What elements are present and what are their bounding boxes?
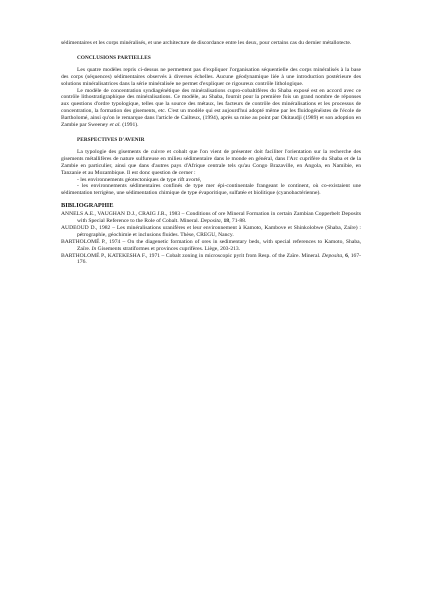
ref-1-journal: Deposita bbox=[200, 218, 221, 225]
perspectives-paragraph: La typologie des gisements de cuivre et cobalt que l'on vient de présenter doit faciliter l'orientation sur la recherche des gisements métallifères de nature sulfureuse en milieu sédimentaire dans le monde en général, dans l'Arc cuprifère du Shaba et de la Zambie en particulier, ainsi que dans d'autres pays d'Afrique centrale tels qu'au Congo Brazaville, en Angola, en Namibie, en Tanzanie et au Mozambique. Il est donc question de cerner : bbox=[61, 148, 361, 176]
conclusions-paragraph-2 bbox=[61, 88, 361, 129]
ref-3-in: In bbox=[91, 245, 97, 252]
bibliography-heading: BIBLIOGRAPHIE bbox=[61, 202, 114, 210]
ref-4-volume: 6 bbox=[345, 252, 348, 259]
conclusions-p2-etal: et al. bbox=[109, 122, 121, 129]
bibliography-ref-1 bbox=[61, 211, 361, 225]
conclusions-heading: CONCLUSIONS PARTIELLES bbox=[77, 54, 151, 61]
ref-3-source: Gisements stratiformes et provinces cuprifères. Liège, 203-213. bbox=[96, 245, 241, 252]
conclusions-p2-end: (1991). bbox=[120, 122, 139, 129]
perspectives-item-1: - les environnements géotectoniques de type rift avorté, bbox=[77, 176, 202, 183]
ref-1-sep: , bbox=[220, 218, 224, 225]
ref-4-text: BARTHOLOMÉ P., KATEKESHA F., 1971 – Cobalt zoning in microscopic pyrit from Resp. of the Zaïre. Mineral. bbox=[61, 252, 322, 259]
ref-4-pages: , 167-176. bbox=[77, 252, 362, 266]
conclusions-p2-text: Le modèle de concentration syndiagénétique des minéralisations cupro-cobaltifères du Shaba exposé est en accord avec ce contrôle lithostratigraphique des minéralisations. Ce modèle, au Shaba, fournit pour la première fois un grand nombre de réponses aux questions d'ordre typologique, telles que la source des métaux, les facteurs de contrôle des minéralisations et les processus de concentration, la formation des gisements, etc. C'est un modèle qui est aujourd'hui adopté même par les fluidogénéistes de l'école de Bartholomé, ainsi qu'on le remarque dans l'article de Cailteux, (1994), après sa mise au point par Okitaudji (1989) et son adoption en Zambie par Sweeney bbox=[61, 87, 361, 129]
ref-1-volume: 18 bbox=[223, 218, 230, 225]
bibliography-ref-3 bbox=[61, 239, 361, 253]
conclusions-paragraph-1: Les quatre modèles repris ci-dessus ne permettent pas d'expliquer l'organisation séquentielle des corps minéralisés à la base des corps (séquences) sédimentaires observés à diverses échelles. Aucune géodynamique liée à une introduction postérieure des solutions minéralisatrices dans la série minéralisée ne permet d'expliquer ce rigoureux contrôle lithologique. bbox=[61, 66, 361, 87]
document-page bbox=[61, 40, 361, 266]
bibliography-ref-2 bbox=[61, 225, 361, 239]
ref-1-pages: , 71-88. bbox=[229, 218, 247, 225]
perspectives-item-2: - les environnements sédimentaires confinés de type mer épi-continentale frangeant le continent, où co-existaient une sédimentation terrigène, une sédimentation chimique de type évaporitique, sulfatée et biolitique (cyanobactérienne). bbox=[61, 183, 361, 197]
ref-2-text: AUDEOUD D., 1982 – Les minéralisations uranifères et leur environnement à Kamoto, Kambove et Shinkolobwe (Shaba, Zaïre) : pétrographie, géochimie et inclusions fluides. Thèse, CREGU, Nancy. bbox=[61, 224, 361, 238]
ref-4-journal: Deposita bbox=[321, 252, 343, 259]
intro-paragraph: sédimentaires et les corps minéralisés, et une architecture de discordance entre les deux, pour certains cas du dernier métallotecte. bbox=[61, 40, 352, 46]
perspectives-heading: PERSPECTIVES D'AVENIR bbox=[77, 136, 145, 143]
ref-4-sep: , bbox=[342, 252, 346, 259]
ref-1-text: ANNELS A.E., VAUGHAN D.J., CRAIG J.R., 1983 – Conditions of ore Mineral Formation in certain Zambian Copperbelt Deposits with Special Reference to the Role of Cobalt. Mineral. bbox=[61, 211, 361, 225]
bibliography-ref-4 bbox=[61, 253, 361, 267]
ref-3-text: BARTHOLOMÉ P., 1974 – On the diagenetic formation of ores in sedimentary beds, with special references to Kamoto, Shaba, Zaïre. bbox=[61, 238, 361, 252]
